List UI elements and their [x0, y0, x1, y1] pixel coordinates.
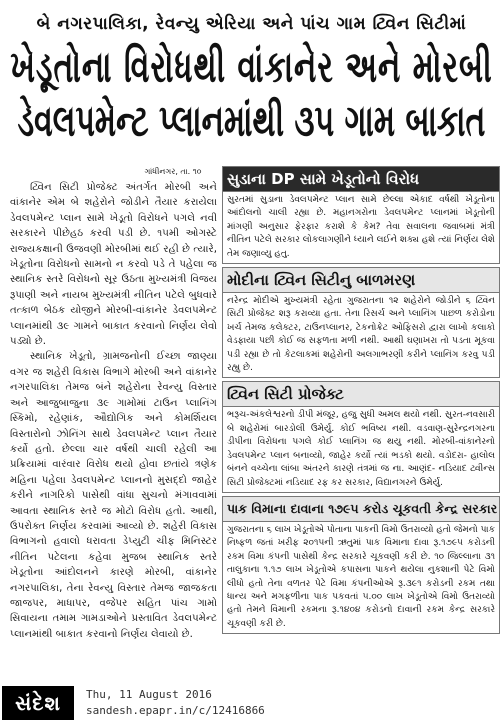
- box-body: નરેન્દ્ર મોદીએ મુખ્યમંત્રી રહેતા ગુજરાતના ૧૨ શહેરોને જોડીને ૬ ટ્વિન સિટી પ્રોજેક્ટ શરૂ કરાવ્યા હતા. તેના રિસર્ચ અને પ્લાનિંગ પાછળ કરોડોના ખર્ચ તેમજ કલેક્ટર, ટાઉનપ્લાનર, ટેકનોક્રેટ ઓફિસરો દ્વારા લાખો કલાકો વેડફાયા પછી કોઈ જ સફળતા મળી નથી. આથી ઘણાખરા તો પડતા મૂકવા પડી રહ્યા છે તો કેટલાકમાં શહેરોની અલગાભરણી કરીને પ્લાનિંગ કરવુ પડી રહ્યુ છે.: [227, 296, 495, 374]
- box-title: મોદીના ટ્વિન સિટીનુ બાળમરણ: [223, 268, 499, 293]
- publication-date: Thu, 11 August 2016: [86, 688, 212, 701]
- sidebar-box-crop-insurance: [222, 496, 500, 634]
- sidebar-box-modi-twin-city: [222, 267, 500, 378]
- dateline: ગાંધીનગર, તા. ૧૦: [144, 167, 202, 176]
- newspaper-logo: સંદેશ: [2, 686, 74, 720]
- article-paragraph: ટ્વિન સિટી પ્રોજેક્ટ અંતર્ગત મોરબી અને વાંકાનેર એમ બે શહેરોને જોડીને તૈયાર કરાયેલા ડેવલપમેન્ટ પ્લાન સામે ખેડૂતો વિરોધને પગલે નવી સરકારને પીછેહઠ કરવી પડી છે. ૧૫મી ઓગસ્ટે રાજ્યકક્ષાની ઉજવણી મોરબીમાં થઈ રહી છે ત્યારે, ખેડૂતોના વિરોધનો સામનો ન કરવો પડે તે પહેલા જ સ્થાનિક સ્તરે વિરોધનો સૂર ઉઠતા મુખ્યમંત્રી વિજય રૂપાણી અને નાયબ મુખ્યમંત્રી નીતિન પટેલે બુધવારે તત્કાળ બેઠક યોજીને મોરબી-વાંકાનેર ડેવલપમેન્ટ પ્લાનમાંથી ૩૯ ગામને બાકાત કરવાનો નિર્ણય લેવો પડ્યો છે.: [10, 182, 217, 348]
- main-headline-line-1: ખેડૂતોના વિરોધથી વાંકાનેર અને મોરબી: [10, 42, 493, 93]
- sidebar-box-twin-city-project: [222, 381, 500, 492]
- main-headline-line-2: ડેવલપમેન્ટ પ્લાનમાંથી ૩૫ ગામ બાકાત: [17, 96, 486, 147]
- box-body: ભરૂચ-અંકલેશ્વરનો ડીપી મંજૂર, હજુ સુધી અમલ થયો નથી. સુરત-નવસારી બે શહેરોમાં બારડોલી ઉમેર્યુ. કોઈ ભવિષ્ય નથી. વડવાણ-સુરેન્દ્રનગરના ડીપીના વિરોધના પગલે કોઈ પ્લાનિંગ જ થયુ નથી. મોરબી-વાંકાનેરનો ડેવલપમેન્ટ પ્લાન બનાવ્યો, જાહેર કર્યો ત્યાં ભડકો થયો. વડોદરા- હાલોલ બંનને વચ્ચેના લાંબા અંતરને કારણે તંત્રમાં જ ના. આણંદ- નડિયાદ ટ્વીન્સ સિટી પ્રોજેક્ટમાં નડિયાદ રફ કર સરકાર, વિદ્યાનગરને ઉમેર્યુ.: [227, 410, 495, 488]
- box-title: ટ્વિન સિટી પ્રોજેક્ટ: [223, 382, 499, 407]
- main-article-body: [10, 180, 217, 680]
- kicker-headline: બે નગરપાલિકા, રેવન્યુ એરિયા અને પાંચ ગામ ટ્વિન સિટીમાં: [36, 14, 467, 34]
- box-body: સુરતમાં સુડાના ડેવલપમેન્ટ પ્લાન સામે છેલ્લા એકાદ વર્ષથી ખેડૂતોના આંદોલનો ચાલી રહ્યા છે. મહાનગરોના ડેવલપમેન્ટ પ્લાનમાં ખેડૂતોની માંગણી અનુસાર ફેરફાર કરાશે કે કેમ? તેવા સવાલના જવાબમાં મંત્રી નીતિન પટેલે સરકાર લોકલાગણીને ધ્યાને લઈને શક્ય હશે ત્યાં નિર્ણય લેશે તેમ જણાવ્યુ હતુ.: [227, 195, 495, 259]
- sidebar-boxes: [222, 166, 500, 680]
- page-footer: [0, 684, 503, 724]
- box-title: પાક વિમાના દાવાના ૧૭૯૫ કરોડ ચૂકવતી કેન્દ્ર સરકાર: [223, 497, 499, 522]
- article-paragraph: સ્થાનિક ખેડૂતો, ગ્રામજનોની ઈચ્છા જાણ્યા વગર જ શહેરી વિકાસ વિભાગે મોરબી અને વાંકાનેર નગરપાલિકા તેમજ બંને શહેરોના રેવન્યુ વિસ્તાર અને આજુબાજુના ૩૯ ગામોમાં ટાઉન પ્લાનિંગ સ્કિમો, રહેણાંક, ઔદ્યોગિક અને કોમર્શિયલ વિસ્તારોનો ઝોનિંગ સાથે ડેવલપમેન્ટ પ્લાન તૈયાર કર્યો હતો. છેલ્લા ચાર વર્ષથી ચાલી રહેલી આ પ્રક્રિયામાં વારંવાર વિરોધ થયો હોવા છતાંયે ત્રણેક મહિના પહેલા ડેવલપમેન્ટ પ્લાનનો મુસદ્દો જાહેર કરીને નાગરિકો પાસેથી વાંધા સુચનો મંગાવવામાં આવતા સ્થાનિક સ્તરે જ મોટો વિરોધ હતો. આથી, ઉપરોક્ત નિર્ણય કરવામાં આવ્યો છે. શહેરી વિકાસ વિભાગનો હવાલો ધરાવતા ડેપ્યુટી ચીફ મિનિસ્ટર નીતિન પટેલના કહેવા મુજબ સ્થાનિક સ્તરે ખેડૂતોના આંદોલનને કારણે મોરબી, વાંકાનેર નગરપાલિકા, તેના રેવન્યુ વિસ્તાર તેમજ જાજકતા જાજપર, માધાપર, વજેપર સહિત પાંચ ગામો સિવાયના તમામ ગામડાઓને પ્રસ્તાવિત ડેવલપમેન્ટ પ્લાનમાંથી બાકાત કરવાનો નિર્ણય લેવાયો છે.: [10, 351, 217, 640]
- box-body: ગુજરાતના ૬ લાખ ખેડૂતોએ પોતાના પાકની વિમો ઉતરાવ્યો હતો જેમનો પાક નિષ્ફળ જતાં ખરીફ ૨૦૧૫ની ઋતુમાં પાક વિમાના દાવા રૂ.૧૭૯૫ કરોડની રકમ વિમા કંપની પાસેથી કેન્દ્ર સરકારે ચૂકવણી કરી છે. ૧૦ જિલ્લાના ૩૧ તાલુકાના ૧.૧૭ લાખ ખેડૂતોએ કપાસના પાકને થયેલા નુકશાની પેટે વિમો લીધો હતો તેના વળતર પેટે વિમા કંપનીઓએ રૂ.૩૯૧ કરોડની રકમ તથા ધાન્ય અને મગફળીના પાક પકવતાં ૫.૦૦ લાખ ખેડૂતોએ વિમો ઉતરાવ્યો હતો તેમને વિમાની રકમના રૂ.૧૪૦૪ કરોડનો દાવાની રકમ કેન્દ્ર સરકારે ચૂકવણી કરી છે.: [227, 524, 495, 629]
- epaper-link[interactable]: sandesh.epapr.in/c/12416866: [86, 704, 265, 717]
- box-title: સુડાના DP સામે ખેડૂતોનો વિરોધ: [223, 167, 499, 192]
- sidebar-box-suda: [222, 166, 500, 264]
